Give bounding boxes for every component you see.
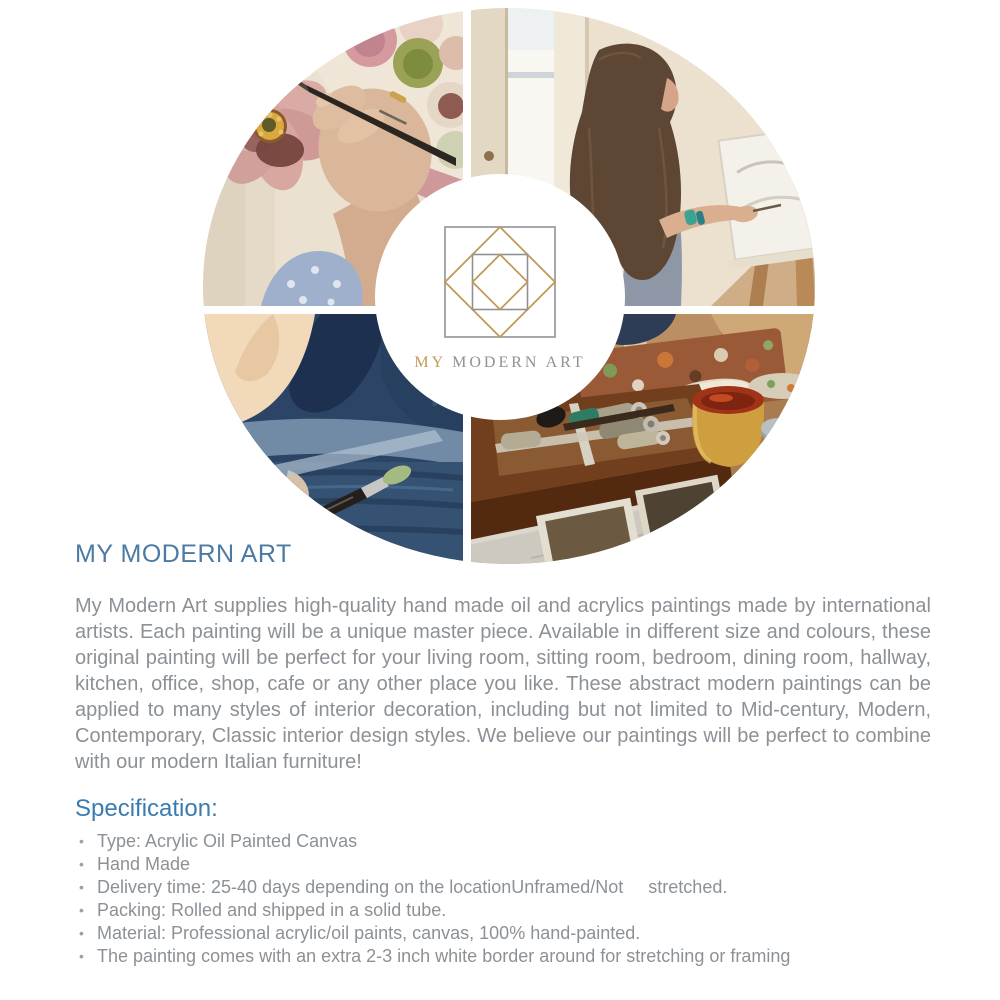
spec-item-border: • The painting comes with an extra 2-3 inch white border around for stretching or framing: [75, 945, 931, 968]
spec-item-packing: • Packing: Rolled and shipped in a solid tube.: [75, 899, 931, 922]
spec-item-delivery: • Delivery time: 25-40 days depending on the locationUnframed/Not stretched.: [75, 876, 931, 899]
brand-emblem-icon: [441, 223, 559, 341]
page-title: MY MODERN ART: [75, 540, 292, 568]
specification-list: [75, 830, 931, 968]
spec-item-material: • Material: Professional acrylic/oil paints, canvas, 100% hand-painted.: [75, 922, 931, 945]
specification-title: Specification:: [75, 795, 218, 822]
description-content: [75, 542, 931, 968]
spec-item-handmade: • Hand Made: [75, 853, 931, 876]
hero-collage: [203, 8, 815, 564]
brand-wordmark-rest: MODERN ART: [452, 353, 586, 371]
brand-badge: [375, 174, 625, 420]
brand-wordmark: [414, 354, 585, 372]
spec-item-type: • Type: Acrylic Oil Painted Canvas: [75, 830, 931, 853]
about-paragraph: My Modern Art supplies high-quality hand made oil and acrylics paintings made by international artists. Each painting will be a unique master piece. Available in different size and colours, these original painting will be perfect for your living room, sitting room, bedroom, dining room, hallway, kitchen, office, shop, cafe or any other place you like. These abstract modern paintings can be applied to many styles of interior decoration, including but not limited to Mid-century, Modern, Contemporary, Classic interior design styles. We believe our paintings will be perfect to combine with our modern Italian furniture!: [75, 595, 931, 773]
brand-wordmark-my: MY: [414, 353, 447, 371]
